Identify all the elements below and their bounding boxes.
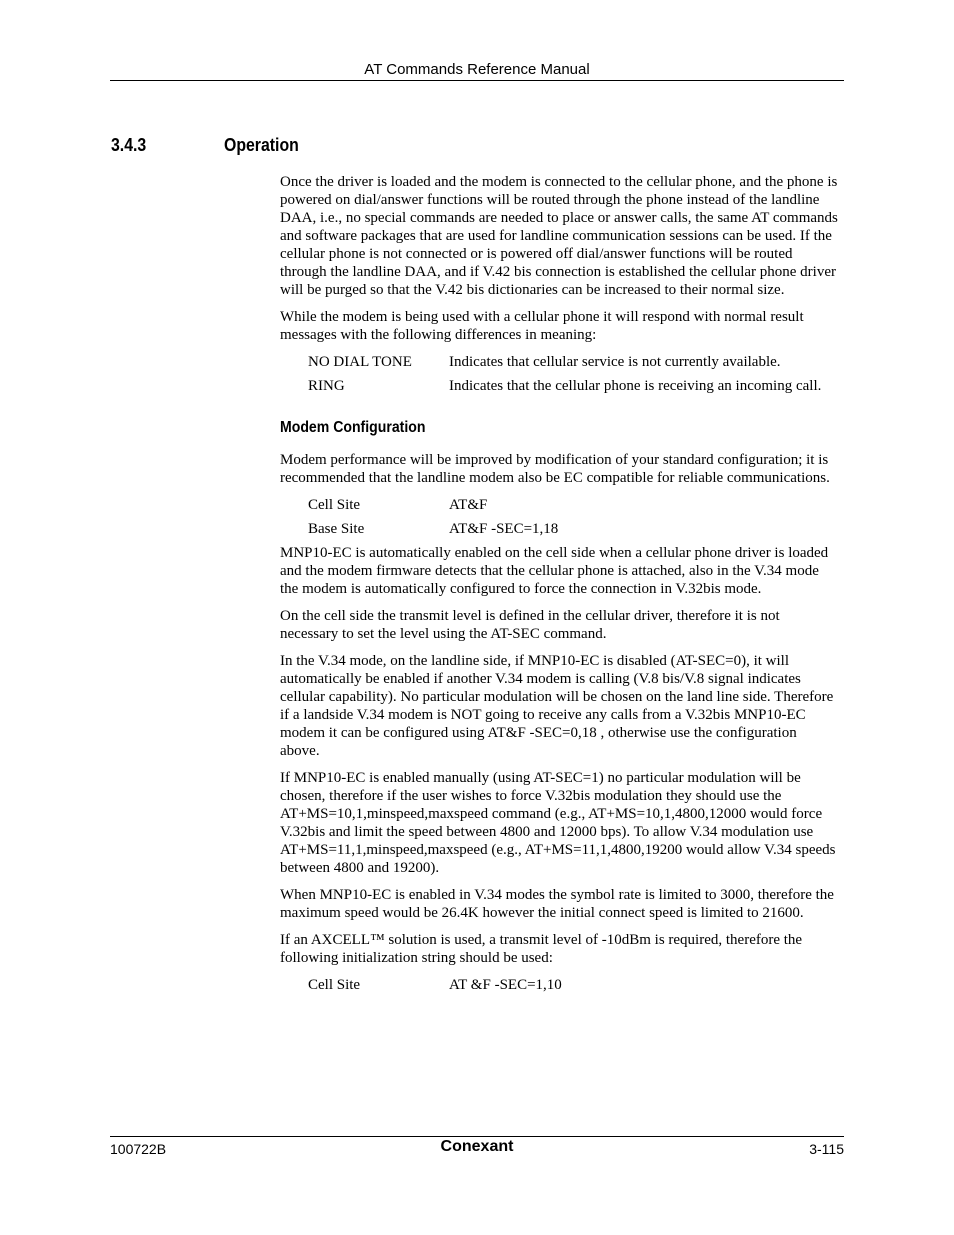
paragraph: If MNP10-EC is enabled manually (using AT-SEC=1) no particular modulation will be chosen, therefore if the user wishes to force V.32bis modulation they should use the AT+MS=10,1,minspeed,maxspeed command (e.g., AT+MS=10,1,4800,12000 would force V.32bis and limit the speed between 4800 and 12000 bps). To allow V.34 modulation use AT+MS=11,1,minspeed,maxspeed (e.g., AT+MS=11,1,4800,19200 would allow V.34 speeds between 4800 and 19200). xyxy=(280,770,836,876)
header-rule xyxy=(110,80,844,81)
result-messages-list xyxy=(280,353,840,395)
footer-company: Conexant xyxy=(440,1138,514,1155)
paragraph: Modem performance will be improved by modification of your standard configuration; it is recommended that the landline modem also be EC compatible for reliable communications. xyxy=(280,452,830,486)
list-description: AT&F -SEC=1,18 xyxy=(449,521,559,537)
footer-doc-number: 100722B xyxy=(110,1141,167,1157)
list-term: NO DIAL TONE xyxy=(308,354,412,370)
subheading-modem-configuration: Modem Configuration xyxy=(280,419,426,436)
running-header-title: AT Commands Reference Manual xyxy=(364,61,590,78)
list-item xyxy=(280,976,840,994)
section-number: 3.4.3 xyxy=(111,135,147,155)
paragraph: While the modem is being used with a cellular phone it will respond with normal result messages with the following differences in meaning: xyxy=(280,309,804,343)
paragraph: When MNP10-EC is enabled in V.34 modes the symbol rate is limited to 3000, therefore the maximum speed would be 26.4K however the initial connect speed is limited to 21600. xyxy=(280,887,834,921)
list-term: RING xyxy=(308,378,345,394)
paragraph: On the cell side the transmit level is defined in the cellular driver, therefore it is not necessary to set the level using the AT-SEC command. xyxy=(280,608,780,642)
list-description: Indicates that cellular service is not currently available. xyxy=(449,354,781,370)
list-term: Cell Site xyxy=(308,497,361,513)
paragraph: MNP10-EC is automatically enabled on the cell side when a cellular phone driver is loaded and the modem firmware detects that the cellular phone is attached, also in the V.34 mode the modem is automatically configured to force the connection in V.32bis mode. xyxy=(280,545,829,597)
list-description: AT &F -SEC=1,10 xyxy=(449,977,562,993)
axcell-list xyxy=(280,976,840,994)
paragraph: In the V.34 mode, on the landline side, if MNP10-EC is disabled (AT-SEC=0), it will automatically be enabled if another V.34 modem is calling (V.8 bis/V.8 signal indicates cellular capability). No particular modulation will be chosen on the land line side. Therefore if a landside V.34 modem is NOT going to receive any calls from a V.32bis MNP10-EC modem it can be configured using AT&F -SEC=0,18 , otherwise use the configuration above. xyxy=(280,653,834,759)
section-title: Operation xyxy=(224,135,299,155)
list-item xyxy=(280,520,840,538)
footer-page-number: 3-115 xyxy=(809,1141,844,1157)
body-text xyxy=(280,173,840,1000)
list-term: Base Site xyxy=(308,521,365,537)
footer-rule xyxy=(110,1136,844,1137)
list-description: Indicates that the cellular phone is receiving an incoming call. xyxy=(449,378,822,394)
list-description: AT&F xyxy=(449,497,488,513)
config-list xyxy=(280,496,840,538)
list-item xyxy=(280,353,840,371)
paragraph: Once the driver is loaded and the modem is connected to the cellular phone, and the phone is powered on dial/answer functions will be routed through the phone instead of the landline DAA, i.e., no special commands are needed to place or answer calls, the same AT commands and software packages that are used for landline communication sessions can be used. If the cellular phone is not connected or is powered off dial/answer functions will be routed through the landline DAA, and if V.42 bis connection is established the cellular phone driver will be purged so that the V.42 bis dictionaries can be increased to their normal size. xyxy=(280,174,838,298)
list-item xyxy=(280,377,840,395)
list-item xyxy=(280,496,840,514)
paragraph: If an AXCELL™ solution is used, a transmit level of -10dBm is required, therefore the following initialization string should be used: xyxy=(280,932,803,966)
list-term: Cell Site xyxy=(308,977,361,993)
